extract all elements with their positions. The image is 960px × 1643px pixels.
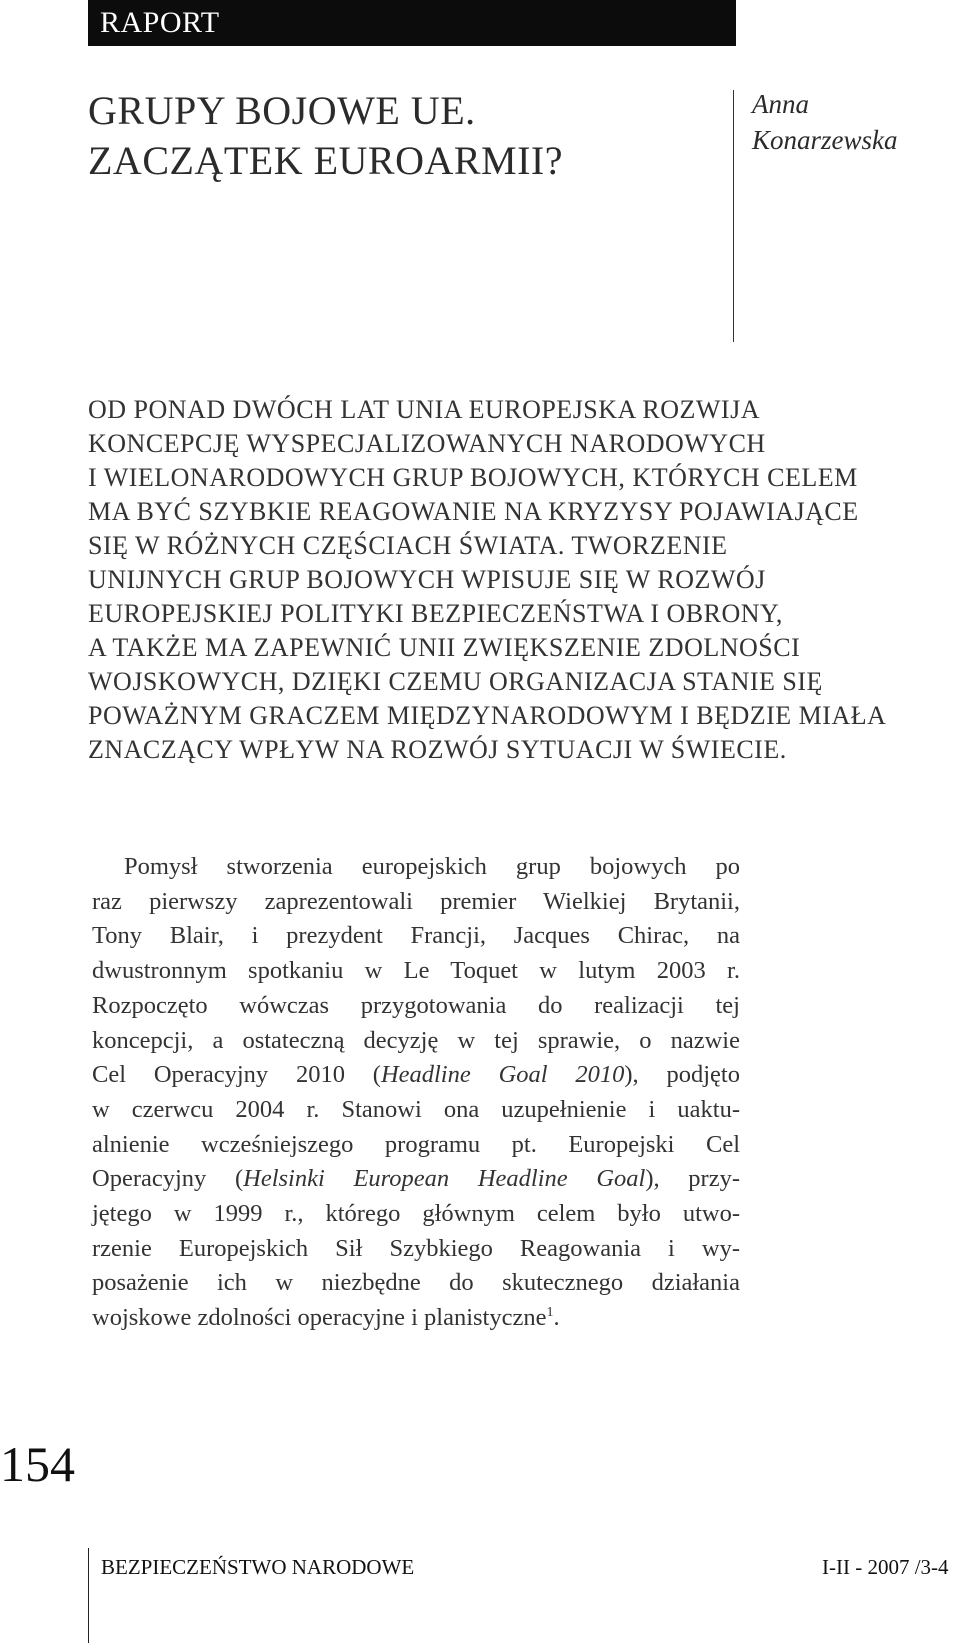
body-text-run: ), przy- <box>645 1165 740 1193</box>
lead-line: ZNACZĄCY WPŁYW NA ROZWÓJ SYTUACJI W ŚWIECIE. <box>88 735 787 764</box>
body-line: w czerwcu 2004 r. Stanowi ona uzupełnienie i uaktu- <box>92 1095 740 1123</box>
journal-name: BEZPIECZEŃSTWO NARODOWE <box>101 1555 415 1579</box>
lead-line: OD PONAD DWÓCH LAT UNIA EUROPEJSKA ROZWIJA <box>88 395 760 424</box>
section-label: RAPORT <box>100 6 220 39</box>
lead-line: I WIELONARODOWYCH GRUP BOJOWYCH, KTÓRYCH CELEM <box>88 463 858 492</box>
article-title <box>88 86 688 186</box>
title-divider <box>733 90 734 342</box>
body-line <box>92 1162 740 1197</box>
title-line: GRUPY BOJOWE UE. <box>88 88 476 133</box>
body-line: Pomysł stworzenia europejskich grup bojowych po <box>124 853 740 880</box>
body-line: koncepcji, a ostateczną decyzję w tej sprawie, o nazwie <box>92 1026 740 1054</box>
body-line: raz pierwszy zaprezentowali premier Wielkiej Brytanii, <box>92 887 740 915</box>
lead-line: UNIJNYCH GRUP BOJOWYCH WPISUJE SIĘ W ROZWÓJ <box>88 565 766 594</box>
body-line: jętego w 1999 r., którego głównym celem było utwo- <box>92 1200 740 1228</box>
section-header-bar <box>88 0 736 46</box>
footer-divider <box>88 1548 89 1643</box>
body-line: Tony Blair, i prezydent Francji, Jacques Chirac, na <box>92 922 740 950</box>
lead-line: POWAŻNYM GRACZEM MIĘDZYNARODOWYM I BĘDZIE MIAŁA <box>88 701 887 730</box>
footnote-marker: 1 <box>546 1304 554 1320</box>
body-italic-run: Headline Goal 2010 <box>380 1061 625 1089</box>
article-body <box>92 850 740 1336</box>
title-line: ZACZĄTEK EUROARMII? <box>88 138 563 183</box>
lead-line: SIĘ W RÓŻNYCH CZĘŚCIACH ŚWIATA. TWORZENIE <box>88 531 728 560</box>
issue-number: I-II - 2007 /3-4 <box>822 1555 949 1579</box>
lead-line: EUROPEJSKIEJ POLITYKI BEZPIECZEŃSTWA I OBRONY, <box>88 599 783 628</box>
lead-line: WOJSKOWYCH, DZIĘKI CZEMU ORGANIZACJA STANIE SIĘ <box>88 667 823 696</box>
article-lead <box>88 393 960 767</box>
page-number: 154 <box>0 1436 75 1492</box>
body-text-run: wojskowe zdolności operacyjne i planistyczne <box>92 1304 547 1332</box>
body-text-run: Cel Operacyjny 2010 ( <box>92 1061 381 1089</box>
body-text-run: Operacyjny ( <box>92 1165 244 1193</box>
body-line <box>92 1301 740 1336</box>
body-line: Rozpoczęto wówczas przygotowania do realizacji tej <box>92 991 740 1019</box>
body-italic-run: Helsinki European Headline Goal <box>243 1165 646 1193</box>
body-line: dwustronnym spotkaniu w Le Toquet w lutym 2003 r. <box>92 957 740 985</box>
author-first-name: Anna <box>752 89 809 119</box>
body-line: rzenie Europejskich Sił Szybkiego Reagowania i wy- <box>92 1234 740 1262</box>
body-line: posażenie ich w niezbędne do skutecznego działania <box>92 1269 740 1297</box>
body-line: alnienie wcześniejszego programu pt. Europejski Cel <box>92 1130 740 1158</box>
lead-line: MA BYĆ SZYBKIE REAGOWANIE NA KRYZYSY POJAWIAJĄCE <box>88 497 859 526</box>
body-text-run: . <box>553 1304 560 1332</box>
body-line <box>92 1058 740 1093</box>
author-last-name: Konarzewska <box>752 125 898 155</box>
author-name <box>752 86 898 158</box>
lead-line: KONCEPCJĘ WYSPECJALIZOWANYCH NARODOWYCH <box>88 429 766 458</box>
body-text-run: ), podjęto <box>624 1061 740 1089</box>
lead-line: A TAKŻE MA ZAPEWNIĆ UNII ZWIĘKSZENIE ZDOLNOŚCI <box>88 633 801 662</box>
